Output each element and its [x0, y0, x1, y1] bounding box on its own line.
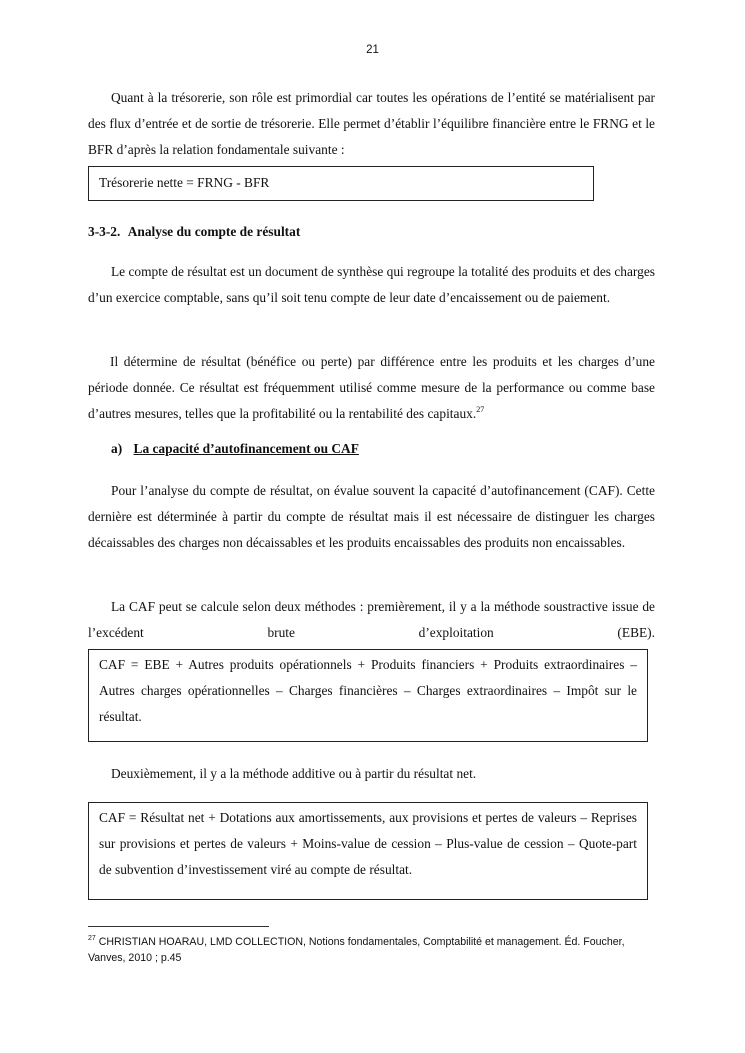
formula-box-additive: [88, 802, 648, 900]
paragraph-methode-additive: Deuxièmement, il y a la méthode additive ou à partir du résultat net.: [111, 766, 477, 781]
section-heading: [88, 224, 300, 240]
paragraph-methodes: La CAF peut se calcule selon deux méthodes : premièrement, il y a la méthode soustractive issue de l’excédent brute d’exploitation (EBE).: [88, 599, 655, 640]
formula-additive: CAF = Résultat net + Dotations aux amortissements, aux provisions et pertes de valeurs – Reprises sur provisions et pertes de valeurs + Moins-value de cession – Plus-value de cession – Quote-part de subvention d’investissement viré au compte de résultat.: [99, 810, 637, 877]
paragraph-analyse-caf: Pour l’analyse du compte de résultat, on évalue souvent la capacité d’autofinancement (CAF). Cette dernière est déterminée à partir du compte de résultat mais il est nécessaire de distinguer les charges décaissables des charges non décaissables et les produits encaissables des produits non encaissables.: [88, 483, 655, 550]
subsection-letter: a): [111, 441, 123, 456]
footnote-separator: [88, 926, 269, 927]
paragraph-compte-resultat: Le compte de résultat est un document de synthèse qui regroupe la totalité des produits et des charges d’un exercice comptable, sans qu’il soit tenu compte de leur date d’encaissement ou de paiement.: [88, 264, 655, 305]
subsection-title: La capacité d’autofinancement ou CAF: [133, 441, 359, 456]
section-title: Analyse du compte de résultat: [127, 224, 301, 239]
footnote-number: 27: [88, 935, 96, 942]
page-number: 21: [366, 44, 379, 56]
formula-tresorerie: Trésorerie nette = FRNG - BFR: [99, 175, 270, 190]
formula-box-soustractive: [88, 649, 648, 742]
section-number: 3-3-2.: [88, 224, 121, 239]
footnote-ref-27[interactable]: 27: [476, 405, 485, 414]
footnote-27: [88, 934, 660, 966]
subsection-heading: [111, 441, 359, 457]
formula-soustractive: CAF = EBE + Autres produits opérationnels + Produits financiers + Produits extraordinaires – Autres charges opérationnelles – Charges financières – Charges extraordinaires – Impôt sur le résultat.: [99, 657, 637, 724]
formula-box-tresorerie: [88, 166, 594, 201]
intro-paragraph: Quant à la trésorerie, son rôle est primordial car toutes les opérations de l’entité se matérialisent par des flux d’entrée et de sortie de trésorerie. Elle permet d’établir l’équilibre financière entre le FRNG et le BFR d’après la relation fondamentale suivante :: [88, 90, 655, 157]
footnote-text: CHRISTIAN HOARAU, LMD COLLECTION, Notions fondamentales, Comptabilité et management. Éd. Foucher, Vanves, 2010 ; p.45: [88, 936, 625, 964]
paragraph-determination-text: Il détermine de résultat (bénéfice ou perte) par différence entre les produits et les charges d’une période donnée. Ce résultat est fréquemment utilisé comme mesure de la performance ou comme base d’autres mesures, telles que la profitabilité ou la rentabilité des capitaux.: [88, 354, 655, 421]
paragraph-determination-resultat: [88, 349, 655, 427]
